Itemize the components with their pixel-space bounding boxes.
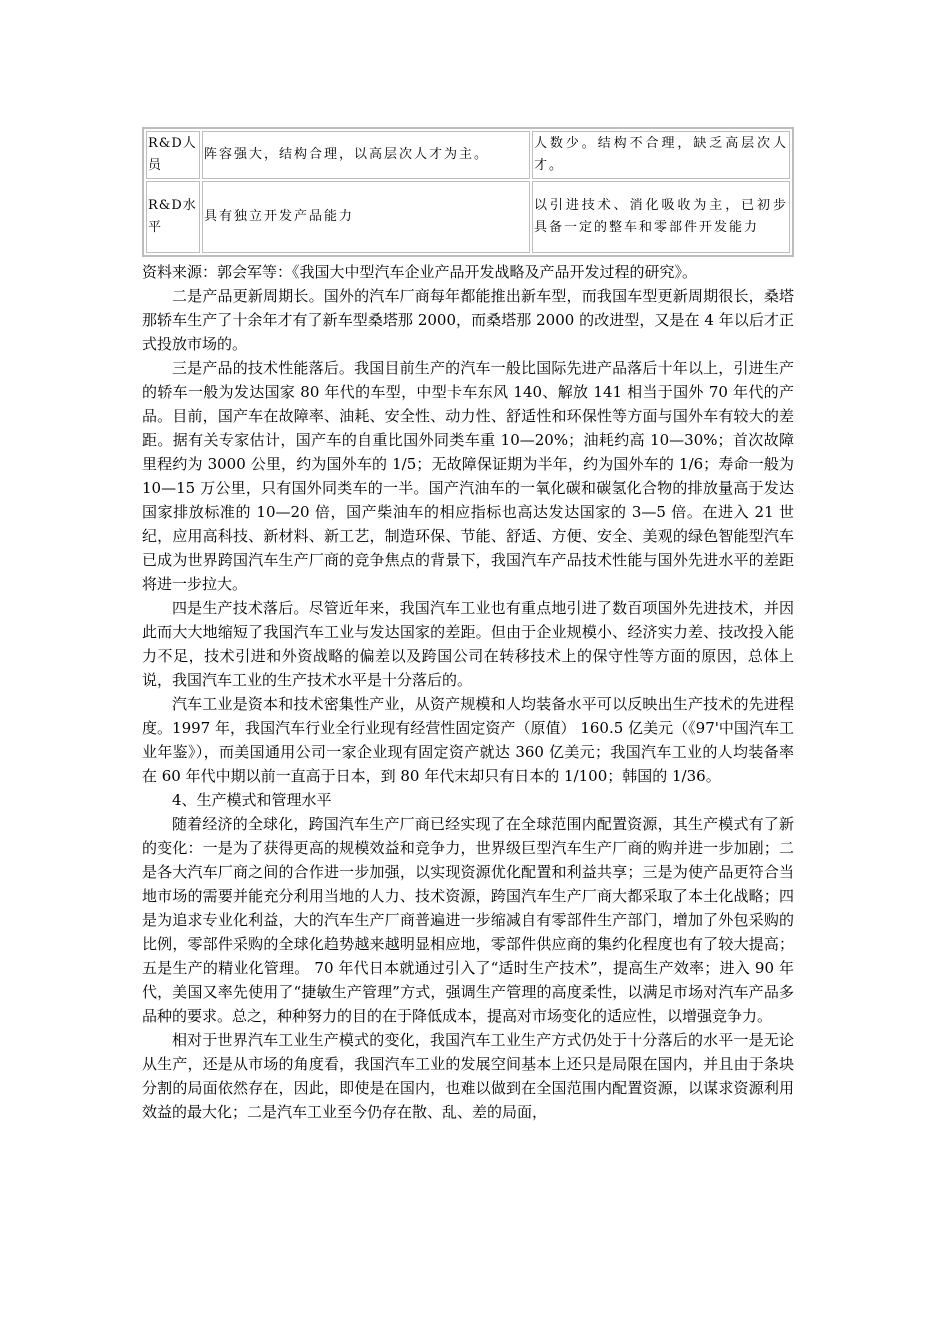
foreign-cell: 以引进技术、消化吸收为主，已初步具备一定的整车和零部件开发能力 (532, 181, 790, 253)
document-page (142, 127, 794, 1124)
china-cell: 阵容强大，结构合理，以高层次人才为主。 (202, 131, 530, 179)
paragraph: 三是产品的技术性能落后。我国目前生产的汽车一般比国际先进产品落后十年以上，引进生产的轿车一般为发达国家 80 年代的车型，中型卡车东风 140、解放 141 相当于国外 70 年代的产品。目前，国产车在故障率、油耗、安全性、动力性、舒适性和环保性等方面与国外车有较大的差距。据有关专家估计，国产车的自重比国外同类车重 10—20%；油耗约高 10—30%；首次故障里程约为 3000 公里，约为国外车的 1/5；无故障保证期为半年，约为国外车的 1/6；寿命一般为 10—15 万公里，只有国外同类车的一半。国产汽油车的一氧化碳和碳氢化合物的排放量高于发达国家排放标准的 10—20 倍，国产柴油车的相应指标也高达发达国家的 3—5 倍。在进入 21 世纪，应用高科技、新材料、新工艺，制造环保、节能、舒适、方便、安全、美观的绿色智能型汽车已成为世界跨国汽车生产厂商的竞争焦点的背景下，我国汽车产品技术性能与国外先进水平的差距将进一步拉大。 (142, 359, 794, 593)
section-heading: 4、生产模式和管理水平 (172, 791, 332, 809)
paragraph: 随着经济的全球化，跨国汽车生产厂商已经实现了在全球范围内配置资源，其生产模式有了新的变化：一是为了获得更高的规模效益和竞争力，世界级巨型汽车生产厂商的购并进一步加剧；二是各大汽车厂商之间的合作进一步加强，以实现资源优化配置和利益共享；三是为使产品更符合当地市场的需要并能充分利用当地的人力、技术资源，跨国汽车生产厂商大都采取了本土化战略；四是为追求专业化利益，大的汽车生产厂商普遍进一步缩减自有零部件生产部门，增加了外包采购的比例，零部件采购的全球化趋势越来越明显相应地，零部件供应商的集约化程度也有了较大提高；五是生产的精业化管理。 70 年代日本就通过引入了“适时生产技术”，提高生产效率；进入 90 年代，美国又率先使用了“捷敏生产管理”方式，强调生产管理的高度柔性，以满足市场对汽车产品多品种的要求。总之，种种努力的目的在于降低成本，提高对市场变化的适应性，以增强竞争力。 (142, 815, 794, 1025)
table-row (146, 181, 790, 253)
comparison-table (142, 127, 794, 257)
row-label: R&D人员 (146, 131, 200, 179)
foreign-cell: 人数少。结构不合理，缺乏高层次人才。 (532, 131, 790, 179)
source-note: 资料来源：郭会军等：《我国大中型汽车企业产品开发战略及产品开发过程的研究》。 (142, 263, 698, 281)
china-cell: 具有独立开发产品能力 (202, 181, 530, 253)
paragraph: 相对于世界汽车工业生产模式的变化，我国汽车工业生产方式仍处于十分落后的水平一是无论从生产，还是从市场的角度看，我国汽车工业的发展空间基本上还只是局限在国内，并且由于条块分割的局面依然存在，因此，即使是在国内，也难以做到在全国范围内配置资源，以谋求资源利用效益的最大化；二是汽车工业至今仍存在散、乱、差的局面， (142, 1031, 794, 1121)
paragraph: 四是生产技术落后。尽管近年来，我国汽车工业也有重点地引进了数百项国外先进技术，并因此而大大地缩短了我国汽车工业与发达国家的差距。但由于企业规模小、经济实力差、技改投入能力不足，技术引进和外资战略的偏差以及跨国公司在转移技术上的保守性等方面的原因，总体上说，我国汽车工业的生产技术水平是十分落后的。 (142, 599, 794, 689)
paragraph: 汽车工业是资本和技术密集性产业，从资产规模和人均装备水平可以反映出生产技术的先进程度。1997 年，我国汽车行业全行业现有经营性固定资产（原值） 160.5 亿美元（《97'中国汽车工业年鉴》），而美国通用公司一家企业现有固定资产就达 360 亿美元；我国汽车工业的人均装备率在 60 年代中期以前一直高于日本，到 80 年代末却只有日本的 1/100；韩国的 1/36。 (142, 695, 794, 785)
row-label: R&D水平 (146, 181, 200, 253)
table-row (146, 131, 790, 179)
paragraph: 二是产品更新周期长。国外的汽车厂商每年都能推出新车型，而我国车型更新周期很长，桑塔那轿车生产了十余年才有了新车型桑塔那 2000，而桑塔那 2000 的改进型，又是在 4 年以后才正式投放市场的。 (142, 287, 794, 353)
